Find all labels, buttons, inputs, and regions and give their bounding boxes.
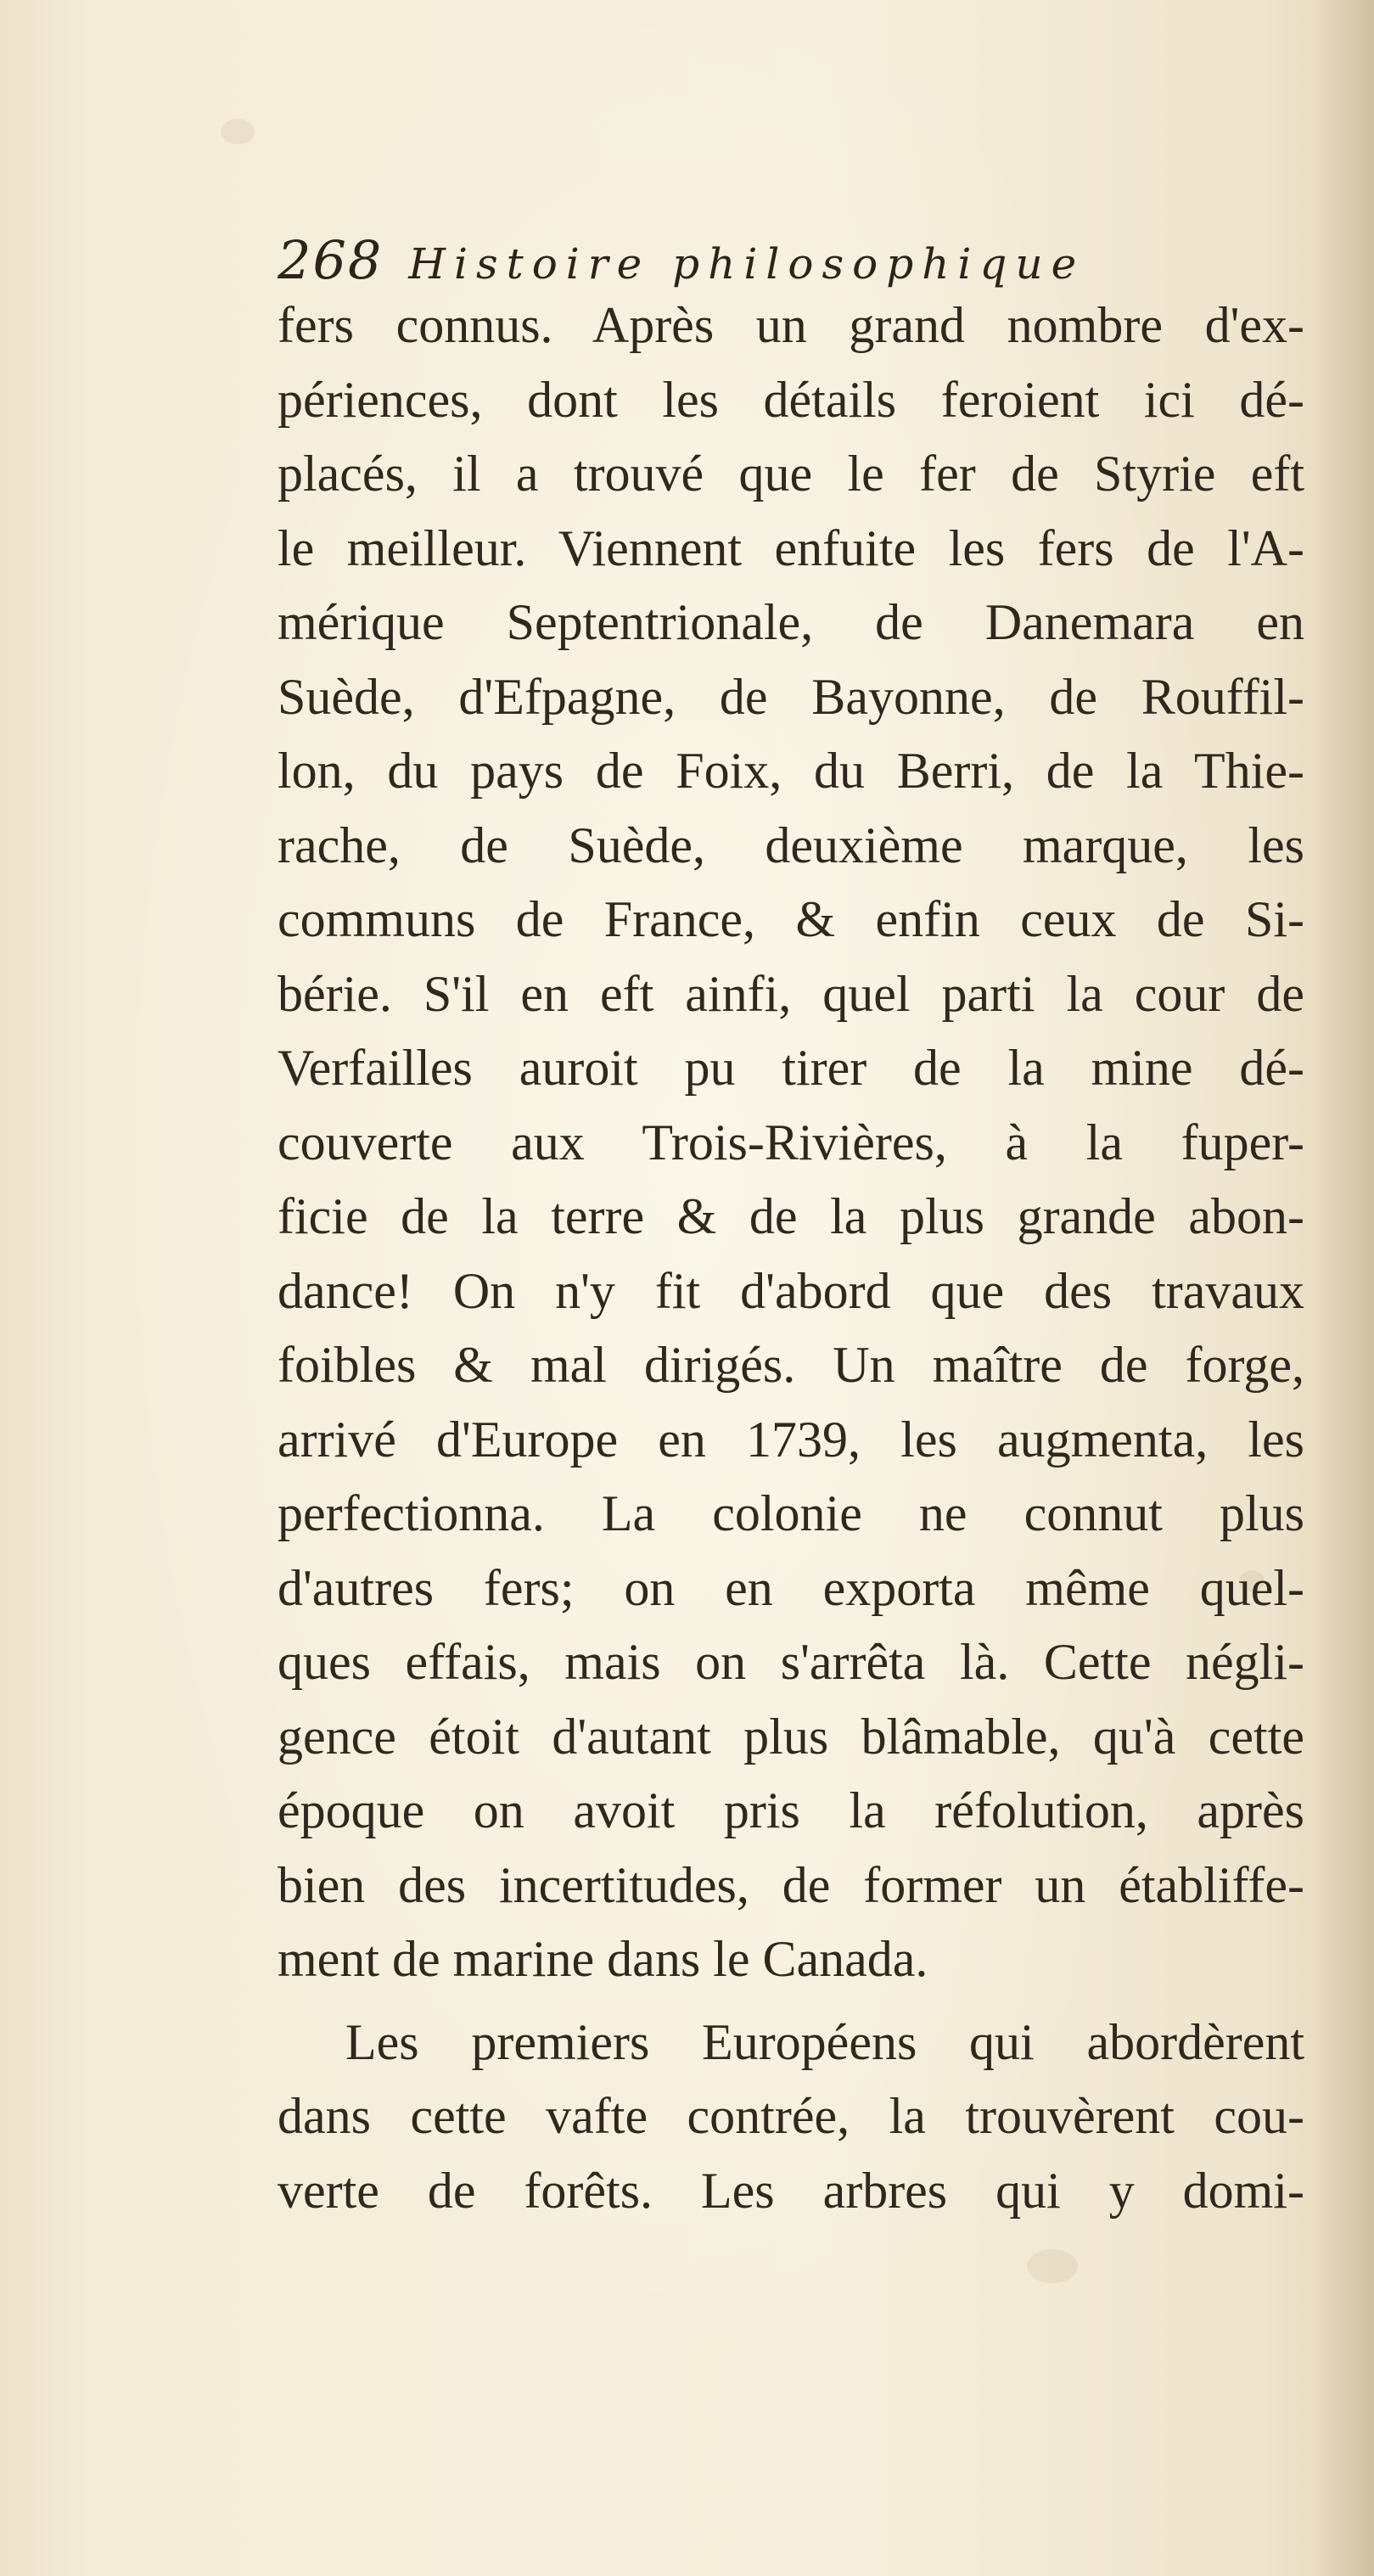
text-line: arrivé d'Europe en 1739, les augmenta, les — [278, 1411, 1304, 1468]
text-line: gence étoit d'autant plus blâmable, qu'à cette — [278, 1708, 1304, 1765]
text-line: perfectionna. La colonie ne connut plus — [278, 1485, 1304, 1541]
text-line: mérique Septentrionale, de Danemara en — [278, 594, 1304, 650]
text-line: dans cette vafte contrée, la trouvèrent cou- — [278, 2088, 1304, 2144]
text-line: dance! On n'y fit d'abord que des travaux — [278, 1262, 1304, 1319]
text-line: périences, dont les détails feroient ici dé- — [278, 371, 1304, 428]
body-text — [278, 289, 1304, 2228]
text-line: fers connus. Après un grand nombre d'ex- — [278, 297, 1304, 353]
running-head-title: Histoire philosophique — [408, 239, 1085, 289]
text-line: couverte aux Trois-Rivières, à la fuper- — [278, 1114, 1304, 1170]
text-line: Les premiers Européens qui abordèrent — [345, 2013, 1304, 2070]
text-line: ment de marine dans le Canada. — [278, 1931, 928, 1987]
paper-stain — [1027, 2249, 1078, 2283]
text-line: placés, il a trouvé que le fer de Styrie eft — [278, 446, 1304, 502]
paragraph — [278, 289, 1304, 1997]
text-line: le meilleur. Viennent enfuite les fers de l'A- — [278, 519, 1304, 576]
text-line: ficie de la terre & de la plus grande abon- — [278, 1188, 1304, 1244]
page-number: 268 — [278, 229, 384, 291]
paper-stain — [221, 119, 255, 144]
text-line: époque on avoit pris la réfolution, après — [278, 1782, 1304, 1838]
text-line: Verfailles auroit pu tirer de la mine dé- — [278, 1040, 1304, 1096]
page-gutter-shadow — [1315, 0, 1374, 2576]
text-line: communs de France, & enfin ceux de Si- — [278, 891, 1304, 947]
text-line: Suède, d'Efpagne, de Bayonne, de Rouffil- — [278, 668, 1304, 725]
text-line: rache, de Suède, deuxième marque, les — [278, 817, 1304, 873]
text-line: ques effais, mais on s'arrêta là. Cette négli- — [278, 1634, 1304, 1690]
text-line: bien des incertitudes, de former un établiffe- — [278, 1856, 1304, 1913]
running-head — [278, 229, 1296, 297]
text-line: bérie. S'il en eft ainfi, quel parti la cour de — [278, 965, 1304, 1022]
text-line: verte de forêts. Les arbres qui y domi- — [278, 2162, 1304, 2219]
text-line: d'autres fers; on en exporta même quel- — [278, 1559, 1304, 1616]
paragraph — [278, 2006, 1304, 2229]
paragraph-gap — [278, 1997, 1304, 2006]
text-line: foibles & mal dirigés. Un maître de forge, — [278, 1337, 1304, 1393]
text-line: lon, du pays de Foix, du Berri, de la Thie- — [278, 743, 1304, 799]
